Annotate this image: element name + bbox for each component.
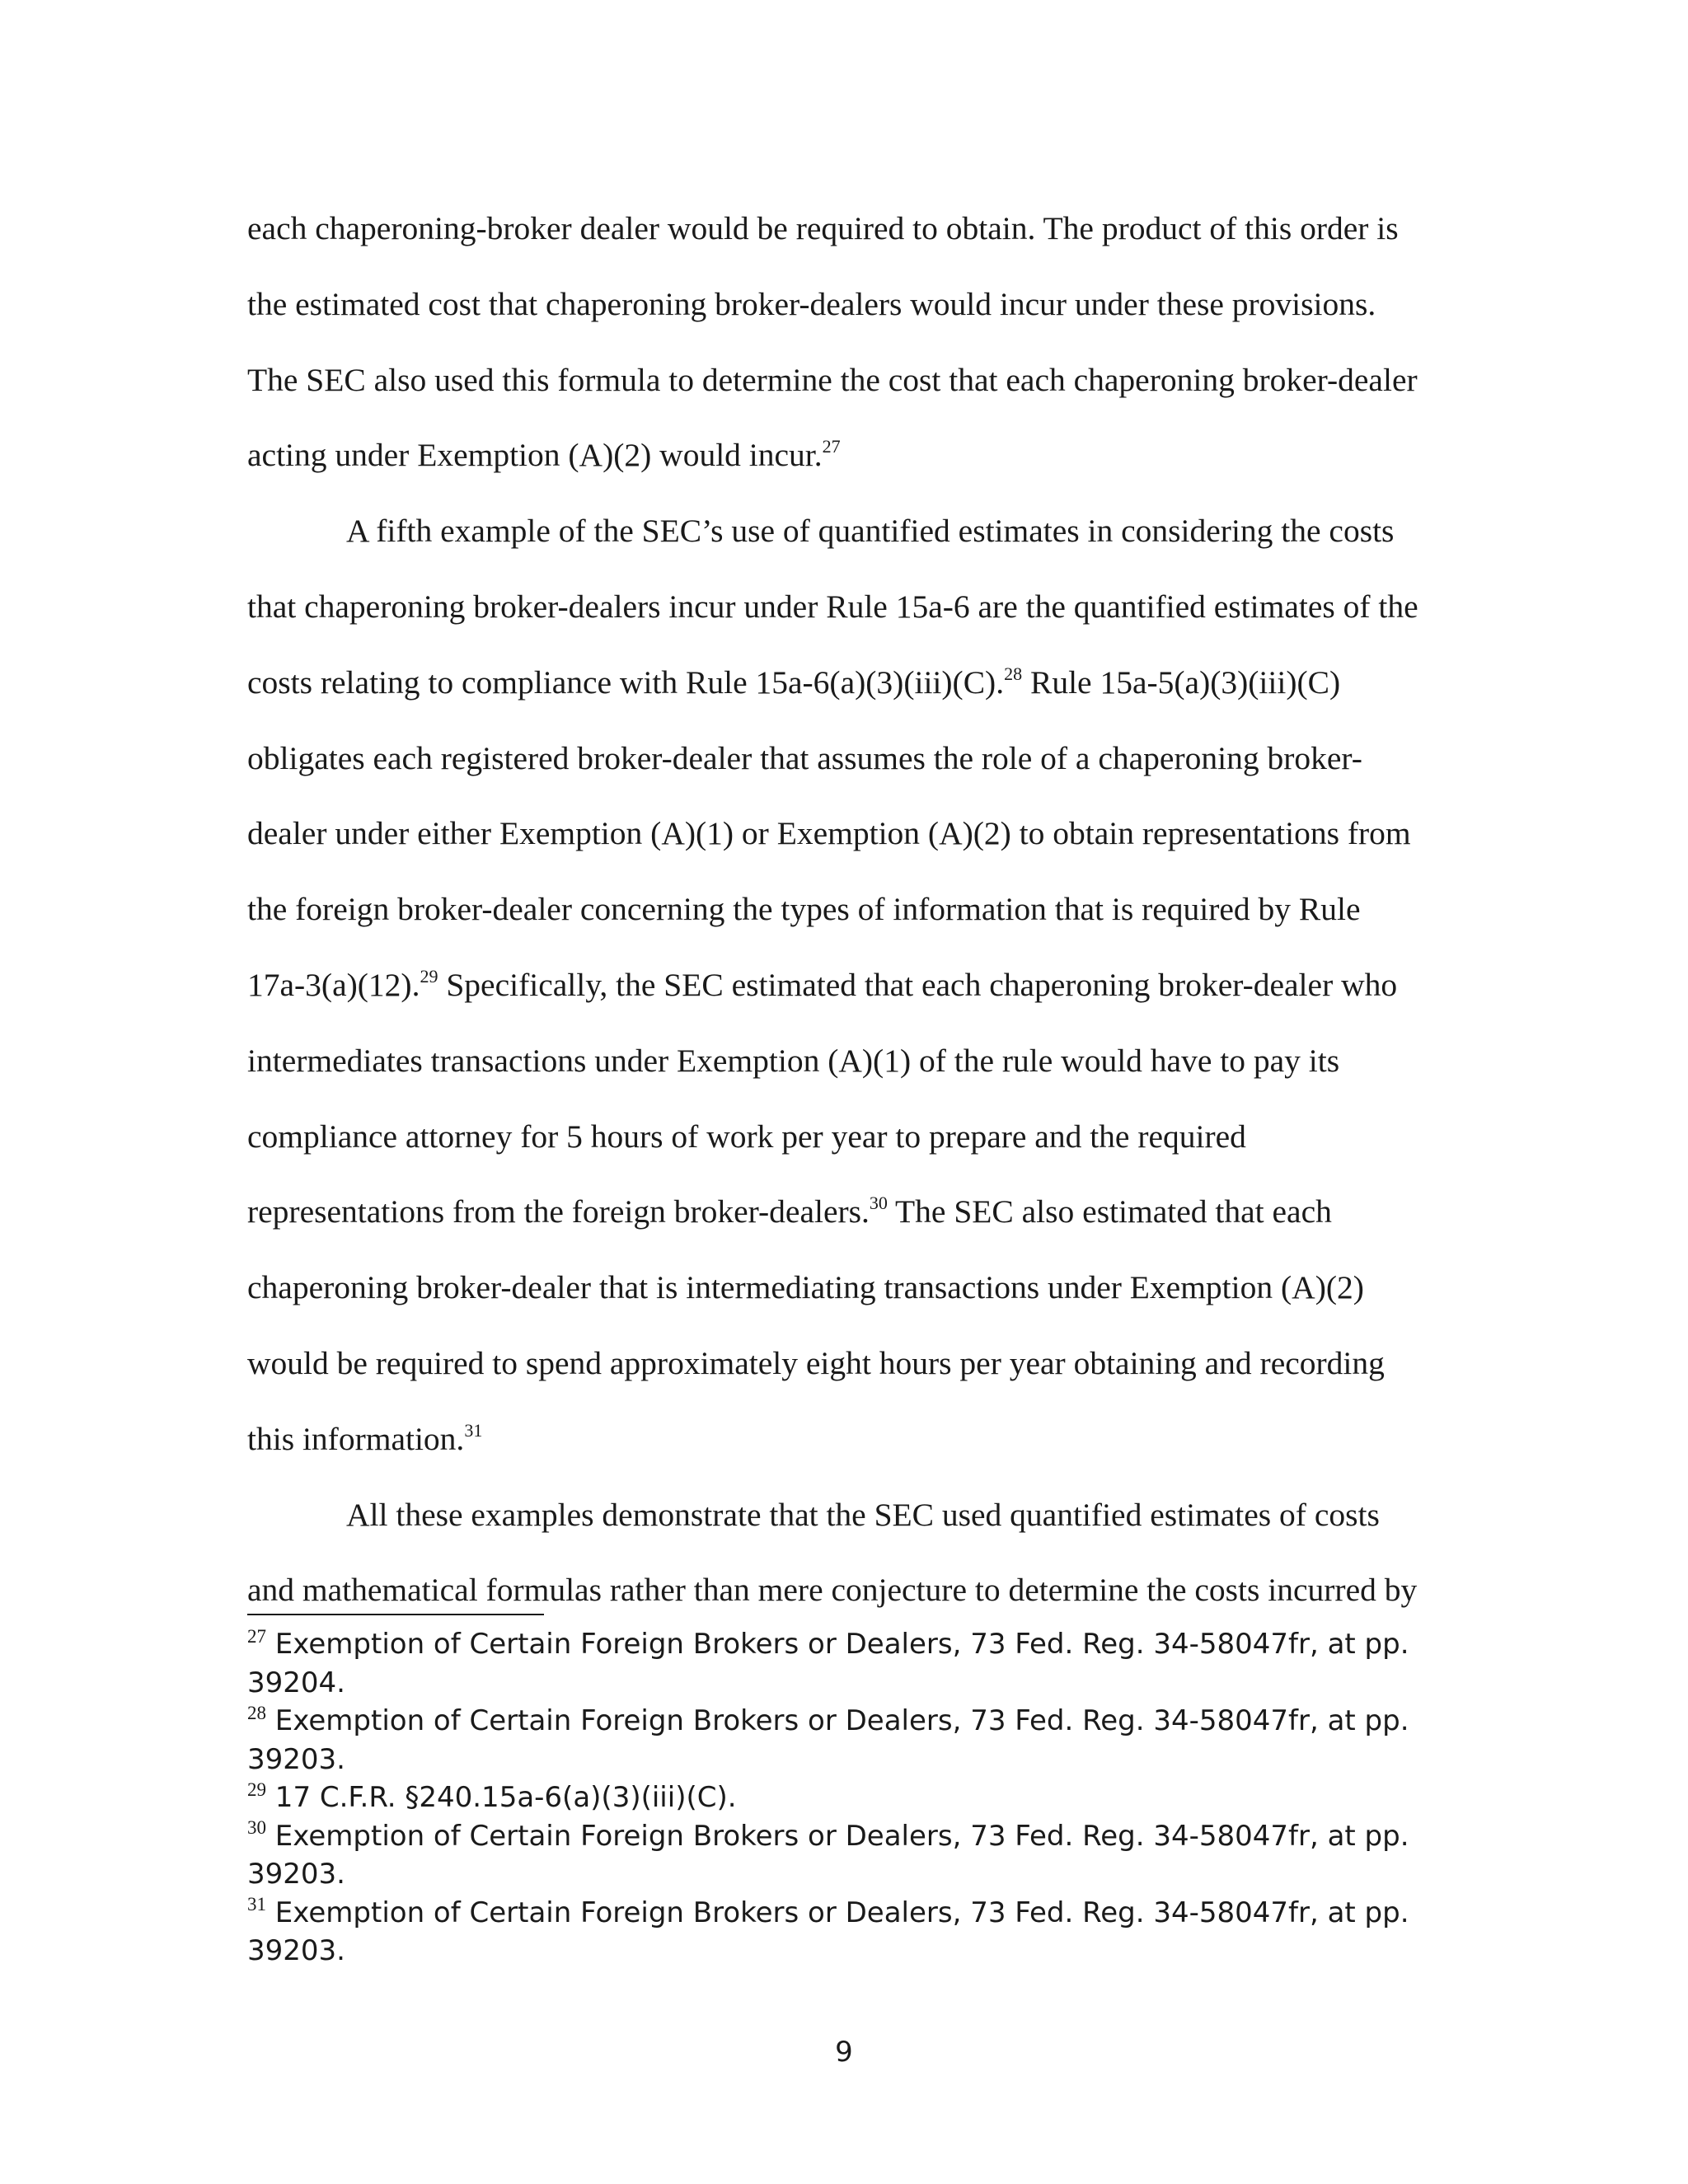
footnote-ref[interactable]: 31 [464,1419,483,1441]
body-line: the foreign broker-dealer concerning the types of information that is required by Rule [247,891,1361,928]
footnote-27: $^{27}$ Exemption of Certain Foreign Brokers or Dealers, 73 Fed. Reg. 34-58047fr, at pp. 39204. [247,1625,1409,1699]
footnote-31: $^{31}$ Exemption of Certain Foreign Brokers or Dealers, 73 Fed. Reg. 34-58047fr, at pp. 39203. [247,1894,1409,1967]
footnote-separator [247,1614,544,1615]
footnote-ref[interactable]: 29 [420,965,438,987]
body-line: obligates each registered broker-dealer that assumes the role of a chaperoning broker- [247,739,1362,776]
body-line: and mathematical formulas rather than mere conjecture to determine the costs incurred by [247,1572,1418,1609]
body-line: that chaperoning broker-dealers incur under Rule 15a-6 are the quantified estimates of the [247,588,1418,625]
footnote-number: 27 [247,1625,266,1647]
footnote-ref[interactable]: 28 [1004,663,1023,684]
footnote-number: 31 [247,1894,266,1915]
body-line: 17a-3(a)(12).$^{29}$ Specifically, the SEC estimated that each chaperoning broker-dealer who [247,965,1398,1003]
body-line: compliance attorney for 5 hours of work per year to prepare and the required [247,1118,1246,1155]
footnote-30: $^{30}$ Exemption of Certain Foreign Brokers or Dealers, 73 Fed. Reg. 34-58047fr, at pp. 39203. [247,1817,1409,1891]
page-number: 9 [835,2036,853,2069]
body-line: would be required to spend approximately eight hours per year obtaining and recording [247,1344,1385,1381]
body-line: this information.$^{31}$ [247,1419,483,1457]
footnote-number: 30 [247,1817,266,1839]
body-text [247,191,1451,1629]
body-line: chaperoning broker-dealer that is intermediating transactions under Exemption (A)(2) [247,1269,1364,1306]
body-line: dealer under either Exemption (A)(1) or Exemption (A)(2) to obtain representations from [247,815,1411,852]
body-line: acting under Exemption (A)(2) would incur.$^{27}$ [247,436,841,474]
body-line: the estimated cost that chaperoning broker-dealers would incur under these provisions. [247,285,1376,322]
paragraph-start-line: A fifth example of the SEC’s use of quantified estimates in considering the costs [346,513,1395,550]
body-line: costs relating to compliance with Rule 15a-6(a)(3)(iii)(C).$^{28}$ Rule 15a-5(a)(3)(iii)(C) [247,663,1341,701]
footnote-ref[interactable]: 30 [869,1193,888,1214]
body-line: The SEC also used this formula to determine the cost that each chaperoning broker-dealer [247,361,1418,398]
footnote-number: 29 [247,1779,266,1800]
footnote-number: 28 [247,1702,266,1723]
body-line: each chaperoning-broker dealer would be required to obtain. The product of this order is [247,210,1399,246]
footnote-28: $^{28}$ Exemption of Certain Foreign Brokers or Dealers, 73 Fed. Reg. 34-58047fr, at pp. 39203. [247,1702,1409,1776]
footnote-29: $^{29}$ 17 C.F.R. §240.15a-6(a)(3)(iii)(C). [247,1779,737,1814]
footnotes [247,1625,1451,1971]
paragraph-start-line: All these examples demonstrate that the SEC used quantified estimates of costs [346,1496,1380,1533]
footnote-ref[interactable]: 27 [822,436,841,457]
body-line: intermediates transactions under Exemption (A)(1) of the rule would have to pay its [247,1042,1340,1079]
body-line: representations from the foreign broker-dealers.$^{30}$ The SEC also estimated that each [247,1193,1332,1230]
